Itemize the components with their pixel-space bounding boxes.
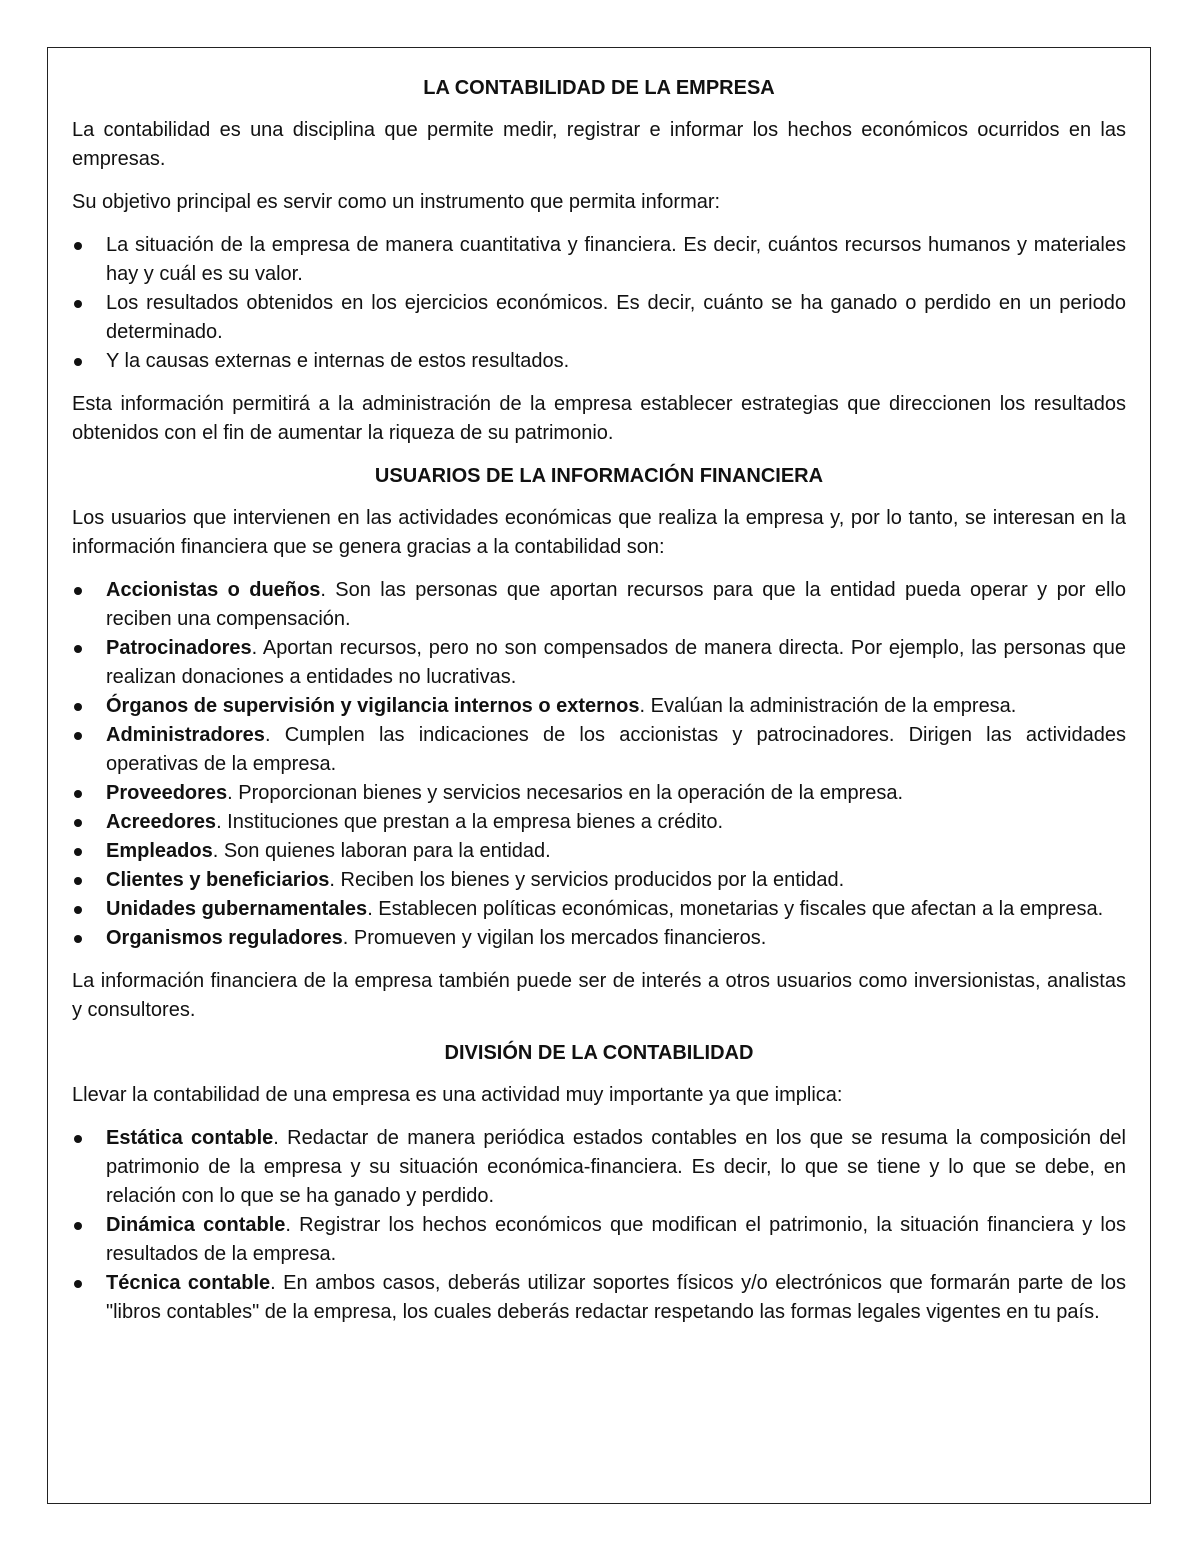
bullet-icon	[74, 703, 82, 711]
list-item-term: Dinámica contable	[106, 1214, 286, 1236]
list-item-text: . Establecen políticas económicas, monetarias y fiscales que afectan a la empresa.	[367, 898, 1104, 920]
list-item	[72, 1211, 1126, 1269]
paragraph-otros-usuarios: La información financiera de la empresa también puede ser de interés a otros usuarios como inversionistas, analistas y consultores.	[72, 970, 1126, 1021]
list-item	[72, 1124, 1126, 1211]
bullet-icon	[74, 645, 82, 653]
list-item-text: . Proporcionan bienes y servicios necesarios en la operación de la empresa.	[227, 782, 904, 804]
bullet-icon	[74, 358, 82, 366]
bullet-icon	[74, 1280, 82, 1288]
list-item-text: La situación de la empresa de manera cuantitativa y financiera. Es decir, cuántos recursos humanos y materiales hay y cuál es su valor.	[106, 234, 1126, 285]
list-item-text: . Promueven y vigilan los mercados financieros.	[342, 927, 767, 949]
list-item-term: Organismos reguladores	[106, 927, 343, 949]
bullet-icon	[74, 906, 82, 914]
list-item-text: . Registrar los hechos económicos que modifican el patrimonio, la situación financiera y los resultados de la empresa.	[106, 1214, 1126, 1265]
list-item-text: . Aportan recursos, pero no son compensados de manera directa. Por ejemplo, las personas que realizan donaciones a entidades no lucrativas.	[106, 637, 1126, 688]
list-item	[72, 895, 1126, 924]
section-title-contabilidad: LA CONTABILIDAD DE LA EMPRESA	[423, 77, 775, 99]
bullet-icon	[74, 300, 82, 308]
list-item-text: . Son quienes laboran para la entidad.	[212, 840, 551, 862]
bullet-icon	[74, 732, 82, 740]
list-item-term: Patrocinadores	[106, 637, 252, 659]
list-item-term: Técnica contable	[106, 1272, 271, 1294]
paragraph-administracion: Esta información permitirá a la administración de la empresa establecer estrategias que direccionen los resultados obtenidos con el fin de aumentar la riqueza de su patrimonio.	[72, 393, 1126, 444]
paragraph-definicion: La contabilidad es una disciplina que permite medir, registrar e informar los hechos económicos ocurridos en las empresas.	[72, 119, 1126, 170]
list-item-term: Acreedores	[106, 811, 217, 833]
paragraph-objetivo: Su objetivo principal es servir como un instrumento que permita informar:	[72, 191, 721, 213]
bullet-icon	[74, 848, 82, 856]
paragraph-usuarios-intro: Los usuarios que intervienen en las actividades económicas que realiza la empresa y, por lo tanto, se interesan en la información financiera que se genera gracias a la contabilidad son:	[72, 507, 1126, 558]
division-list	[72, 1124, 1126, 1327]
bullet-icon	[74, 242, 82, 250]
list-item	[72, 808, 1126, 837]
list-item-text: . Son las personas que aportan recursos para que la entidad pueda operar y por ello reciben una compensación.	[106, 579, 1126, 630]
bullet-icon	[74, 587, 82, 595]
list-item	[72, 347, 1126, 376]
bullet-icon	[74, 1222, 82, 1230]
list-item-text: . Cumplen las indicaciones de los accionistas y patrocinadores. Dirigen las actividades operativas de la empresa.	[106, 724, 1126, 775]
section-title-division: DIVISIÓN DE LA CONTABILIDAD	[444, 1042, 754, 1064]
paragraph-division-intro: Llevar la contabilidad de una empresa es una actividad muy importante ya que implica:	[72, 1084, 843, 1106]
list-item-text: . Reciben los bienes y servicios producidos por la entidad.	[329, 869, 845, 891]
list-item-text: . Instituciones que prestan a la empresa bienes a crédito.	[216, 811, 724, 833]
list-item	[72, 721, 1126, 779]
list-item	[72, 779, 1126, 808]
list-item	[72, 837, 1126, 866]
list-item-term: Unidades gubernamentales	[106, 898, 368, 920]
list-item-text: . Redactar de manera periódica estados contables en los que se resuma la composición del patrimonio de la empresa y su situación económica-financiera. Es decir, lo que se tiene y lo que se debe, en relación con lo que se ha ganado y perdido.	[106, 1127, 1126, 1207]
list-item-text: Y la causas externas e internas de estos resultados.	[106, 350, 570, 372]
bullet-icon	[74, 935, 82, 943]
list-item-term: Empleados	[106, 840, 213, 862]
list-item-term: Accionistas o dueños	[106, 579, 321, 601]
list-item-term: Proveedores	[106, 782, 228, 804]
list-item-term: Clientes y beneficiarios	[106, 869, 330, 891]
list-item-text: . En ambos casos, deberás utilizar soportes físicos y/o electrónicos que formarán parte de los "libros contables" de la empresa, los cuales deberás redactar respetando las formas legales vigentes en tu país.	[106, 1272, 1126, 1323]
section-title-usuarios: USUARIOS DE LA INFORMACIÓN FINANCIERA	[374, 465, 824, 487]
bullet-icon	[74, 790, 82, 798]
list-item	[72, 1269, 1126, 1327]
list-item	[72, 289, 1126, 347]
list-item	[72, 692, 1126, 721]
bullet-icon	[74, 877, 82, 885]
list-item	[72, 866, 1126, 895]
objetivo-list	[72, 231, 1126, 376]
list-item	[72, 634, 1126, 692]
list-item	[72, 924, 1126, 953]
list-item-term: Órganos de supervisión y vigilancia internos o externos	[106, 695, 640, 717]
list-item-term: Administradores	[106, 724, 265, 746]
list-item-text: . Evalúan la administración de la empresa.	[639, 695, 1017, 717]
bullet-icon	[74, 1135, 82, 1143]
list-item-text: Los resultados obtenidos en los ejercicios económicos. Es decir, cuánto se ha ganado o perdido en un periodo determinado.	[106, 292, 1126, 343]
usuarios-list	[72, 576, 1126, 953]
list-item	[72, 576, 1126, 634]
list-item-term: Estática contable	[106, 1127, 274, 1149]
document-frame	[47, 47, 1151, 1504]
bullet-icon	[74, 819, 82, 827]
list-item	[72, 231, 1126, 289]
